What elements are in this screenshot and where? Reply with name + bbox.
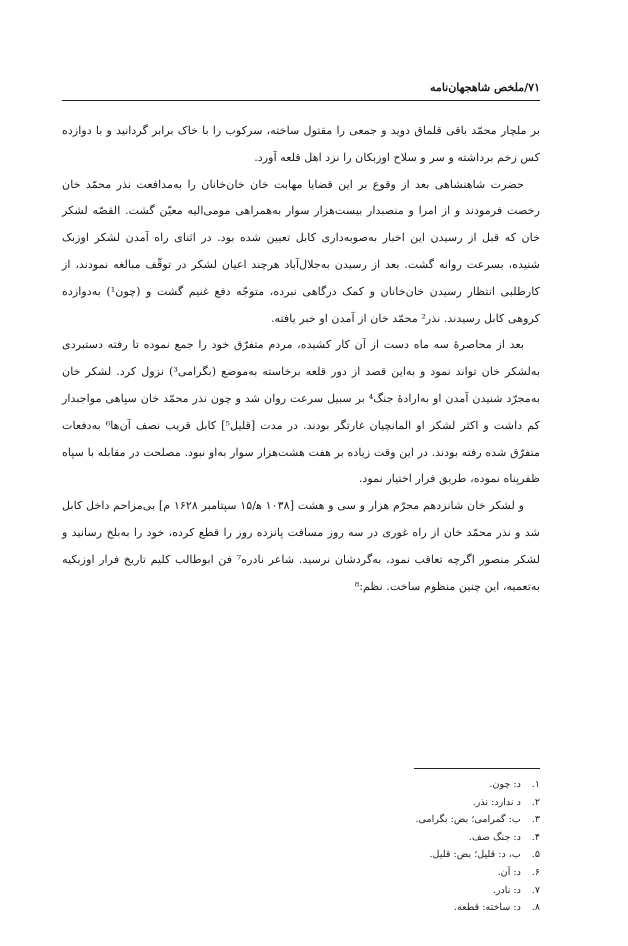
footnote-text: ب، د: قلیل؛ بض: قلیل. xyxy=(429,849,521,861)
footnote xyxy=(62,864,540,882)
footnote xyxy=(62,899,540,917)
header-rule xyxy=(62,100,540,101)
footnote xyxy=(62,794,540,812)
body-text xyxy=(62,118,540,600)
footnote-number: ۵. xyxy=(531,849,540,861)
footnote xyxy=(62,882,540,900)
footnote-text: د: ساخته: قطعه. xyxy=(453,902,521,914)
footnote xyxy=(62,776,540,794)
footnote-text: ب: گمرامی؛ بض: بگرامی. xyxy=(415,814,521,826)
paragraph: بر ملچار محمّد باقی قلماق دوید و جمعی را مقتول ساخته، سرکوب را با خاک برابر گردانید و با دوازده کس زخم برداشته و سر و سلاح اوزبکان را نزد اهل قلعه آورد. xyxy=(62,124,540,164)
footnotes xyxy=(62,776,540,917)
footnote-number: ۸. xyxy=(531,902,540,914)
paragraph: حضرت شاهنشاهی بعد از وقوع بر این قضایا مهابت خان خان‌خانان را به‌مدافعت نذر محمّد خان رخصت فرمودند و از امرا و منصبدار بیست‌هزار سوار به‌همراهی مومی‌الیه معیّن گشت. القصّه لشکر خان که قبل از رسیدن این اخبار به‌صوبه‌داری کابل تعیین شده بود. در اثنای راه آمدن لشکر اوزبک شنیده، بسرعت روانه گشت. بعد از رسیدن به‌جلال‌آباد هرچند اعیان لشکر در توقّف مبالغه نمودند، از کارطلبی انتظار رسیدن خان‌خانان و کمک درگاهی نبرده، متوجّه دفع غنیم گشت و (چون¹) به‌دوازده کروهی کابل رسیدند. نذر² محمّد خان از آمدن او خبر یافته. xyxy=(62,177,540,325)
footnote-rule xyxy=(414,768,540,769)
footnote-text: د: چون. xyxy=(489,779,521,790)
footnote-text: د: آن. xyxy=(497,866,521,878)
footnote-number: ۲. xyxy=(531,796,540,808)
footnote-number: ۶. xyxy=(531,866,540,878)
footnote xyxy=(62,829,540,847)
footnote xyxy=(62,811,540,829)
footnote-number: ۴. xyxy=(531,831,540,843)
running-head: ۷۱/ملخص شاهجهان‌نامه xyxy=(430,81,540,94)
footnote-number: ۳. xyxy=(531,814,540,826)
footnote-number: ۱. xyxy=(531,779,540,790)
footnote-number: ۷. xyxy=(531,884,540,896)
footnote-text: د ندارد: نذر. xyxy=(472,796,521,808)
paragraph: و لشکر خان شانزدهم محرّم هزار و سی و هشت [۱۰۳۸ ه‍/۱۵ سپتامبر ۱۶۲۸ م] بی‌مزاحم داخل کابل شد و نذر محمّد خان از راه غوری در سه روز مسافت پانزده روز را قطع کرده، خود را به‌بلخ رسانید و لشکر منصور اگرچه تعاقب نمود، به‌گردشان نرسید. شاعر نادره⁷ فن ابوطالب کلیم تاریخ فرار اوزبکیه به‌تعمیه، این چنین منظوم ساخت. نظم:⁸ xyxy=(62,499,540,593)
footnote-text: د: نادر. xyxy=(492,884,521,896)
paragraph: بعد از محاصرهٔ سه ماه دست از آن کار کشیده، مردم متفرّق خود را جمع نموده تا رفته دستبردی به‌لشکر خان تواند نمود و به‌این قصد از دور قلعه برخاسته به‌موضع (بگرامی³) نزول کرد. لشکر خان به‌مجرّد شنیدن آمدن او به‌ارادهٔ جنگ⁴ بر سبیل سرعت روان شد و چون نذر محمّد خان سپاهی مواجبدار کم داشت و اکثر لشکر او المانچیان غارتگر بودند. در مدت [قلیل⁵] کابل قریب نصف آن‌ها⁶ به‌دفعات متفرّق شده رفته بودند. در این وقت زیاده بر هفت هشت‌هزار سوار به‌او نبود. مصلحت در مقابله با سپاه ظفرپناه نموده، طریق فرار اختیار نمود. xyxy=(62,338,540,486)
footnote-text: د: جنگ صف. xyxy=(468,831,521,843)
footnote xyxy=(62,846,540,864)
